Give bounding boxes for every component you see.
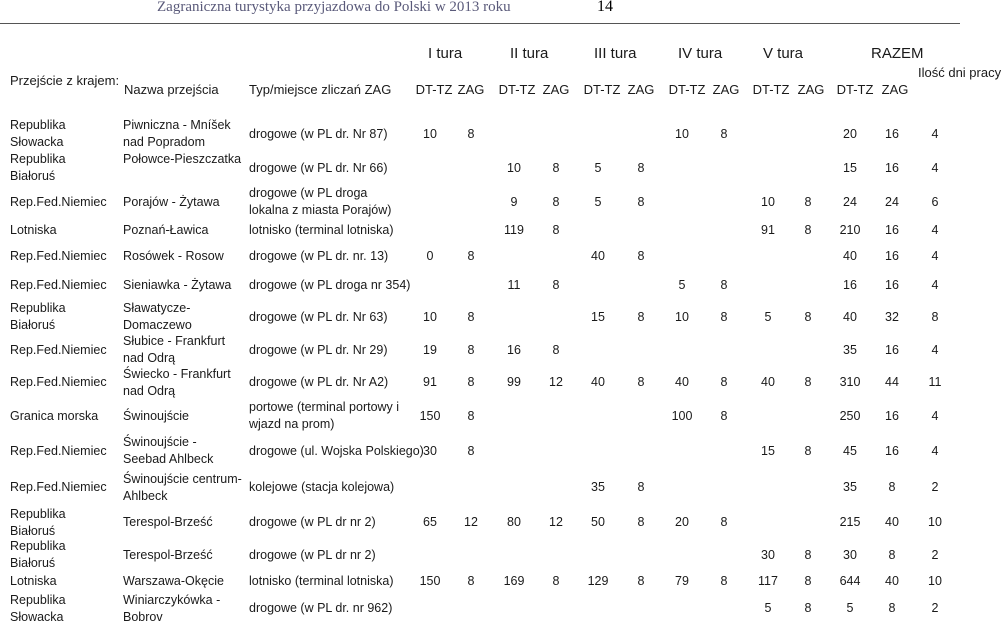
count-type-cell: drogowe (ul. Wojska Polskiego) xyxy=(249,443,424,458)
value-cell: 8 xyxy=(467,408,475,423)
value-cell: 9 xyxy=(510,194,518,209)
crossing-name-cell: Piwniczna - Mníšek nad Popradom xyxy=(123,118,231,149)
country-cell: Republika Białoruś xyxy=(10,301,66,332)
total-header: RAZEM xyxy=(871,45,924,62)
country-column-header: Przejście z krajem: xyxy=(10,73,120,88)
country-cell: Lotniska xyxy=(10,574,57,588)
crossing-name-cell: Świnoujście xyxy=(123,408,190,423)
value-cell: 8 xyxy=(467,126,475,141)
value-cell: 40 xyxy=(761,375,775,389)
working-days-cell: 4 xyxy=(931,277,939,292)
total-cell: 45 xyxy=(843,443,857,458)
count-type-cell: drogowe (w PL dr. Nr 87) xyxy=(249,126,388,141)
working-days-cell: 4 xyxy=(931,342,939,357)
total-cell: 8 xyxy=(888,480,896,494)
count-type-cell: drogowe (w PL dr. nr 962) xyxy=(249,601,393,615)
value-cell: 150 xyxy=(419,408,441,423)
total-cell: 310 xyxy=(839,375,861,389)
subheader-zag: ZAG xyxy=(457,82,485,97)
value-cell: 80 xyxy=(507,515,521,529)
value-cell: 8 xyxy=(720,126,728,141)
working-days-cell: 4 xyxy=(931,248,939,263)
total-cell: 40 xyxy=(843,248,857,263)
total-cell: 15 xyxy=(843,160,857,175)
crossing-name-cell: Rosówek - Rosow xyxy=(123,248,224,263)
value-cell: 15 xyxy=(591,309,605,324)
value-cell: 40 xyxy=(591,375,605,389)
subheader-dt-tz: DT-TZ xyxy=(752,82,790,97)
subheader-dt-tz: DT-TZ xyxy=(498,82,536,97)
value-cell: 169 xyxy=(503,574,525,588)
count-type-cell: kolejowe (stacja kolejowa) xyxy=(249,480,395,494)
crossing-name-cell: Winiarczykówka - Bobrov xyxy=(123,592,221,624)
value-cell: 8 xyxy=(552,222,560,237)
value-cell: 8 xyxy=(637,248,645,263)
working-days-cell: 4 xyxy=(931,222,939,237)
value-cell: 8 xyxy=(720,408,728,423)
total-cell: 24 xyxy=(843,194,857,209)
subheader-zag: ZAG xyxy=(797,82,825,97)
total-cell: 8 xyxy=(888,547,896,562)
total-cell: 40 xyxy=(843,309,857,324)
crossing-name-cell: Porajów - Żytawa xyxy=(123,194,220,209)
working-days-cell: 4 xyxy=(931,408,939,423)
value-cell: 119 xyxy=(504,222,524,237)
working-days-cell: 2 xyxy=(931,480,939,494)
value-cell: 5 xyxy=(764,601,772,615)
total-cell: 16 xyxy=(885,222,899,237)
country-cell: Republika Białoruś xyxy=(10,506,66,538)
subheader-dt-tz: DT-TZ xyxy=(836,82,874,97)
value-cell: 79 xyxy=(675,574,689,588)
country-cell: Rep.Fed.Niemiec xyxy=(10,375,107,389)
working-days-cell: 11 xyxy=(928,375,942,389)
value-cell: 10 xyxy=(423,126,437,141)
value-cell: 150 xyxy=(419,574,441,588)
total-cell: 250 xyxy=(839,408,861,423)
total-cell: 16 xyxy=(843,277,857,292)
total-cell: 16 xyxy=(885,126,899,141)
country-cell: Republika Słowacka xyxy=(10,118,66,149)
value-cell: 8 xyxy=(804,601,812,615)
subheader-dt-tz: DT-TZ xyxy=(583,82,621,97)
value-cell: 8 xyxy=(804,375,812,389)
value-cell: 35 xyxy=(591,480,605,494)
count-type-cell: drogowe (w PL dr nr 2) xyxy=(249,515,376,529)
value-cell: 8 xyxy=(804,443,812,458)
count-type-cell: drogowe (w PL dr. nr. 13) xyxy=(249,248,389,263)
value-cell: 8 xyxy=(804,309,812,324)
value-cell: 91 xyxy=(423,375,437,389)
value-cell: 10 xyxy=(761,194,775,209)
total-cell: 16 xyxy=(885,160,899,175)
crossing-name-cell: Świecko - Frankfurt nad Odrą xyxy=(123,366,231,398)
country-cell: Rep.Fed.Niemiec xyxy=(10,480,107,494)
value-cell: 40 xyxy=(591,248,605,263)
total-cell: 44 xyxy=(885,375,899,389)
total-cell: 5 xyxy=(846,601,854,615)
value-cell: 0 xyxy=(426,248,434,263)
country-cell: Rep.Fed.Niemiec xyxy=(10,248,107,263)
subheader-zag: ZAG xyxy=(542,82,570,97)
working-days-cell: 10 xyxy=(928,515,942,529)
country-cell: Republika Białoruś xyxy=(10,152,66,183)
working-days-cell: 2 xyxy=(931,547,939,562)
page-number: 14 xyxy=(597,0,613,15)
subheader-zag: ZAG xyxy=(712,82,740,97)
tour-5-header: V tura xyxy=(763,45,804,62)
subheader-zag: ZAG xyxy=(881,82,909,97)
value-cell: 8 xyxy=(720,574,728,588)
count-type-cell: portowe (terminal portowy i wjazd na prom) xyxy=(249,400,400,431)
working-days-column-header: Ilość dni pracy xyxy=(918,65,1001,80)
total-cell: 20 xyxy=(843,126,857,141)
crossing-name-cell: Słubice - Frankfurt nad Odrą xyxy=(123,334,226,365)
value-cell: 8 xyxy=(637,194,645,209)
value-cell: 8 xyxy=(467,375,475,389)
value-cell: 12 xyxy=(464,515,478,529)
tour-3-header: III tura xyxy=(594,45,637,62)
country-cell: Republika Słowacka xyxy=(10,592,66,624)
crossing-name-cell: Sławatycze-Domaczewo xyxy=(123,301,192,332)
value-cell: 117 xyxy=(758,574,778,588)
value-cell: 8 xyxy=(467,248,475,263)
total-cell: 32 xyxy=(885,309,899,324)
working-days-cell: 2 xyxy=(931,601,939,615)
working-days-cell: 4 xyxy=(931,443,939,458)
value-cell: 12 xyxy=(549,515,563,529)
value-cell: 5 xyxy=(678,277,686,292)
value-cell: 50 xyxy=(591,515,605,529)
value-cell: 8 xyxy=(637,480,645,494)
count-type-column-header: Typ/miejsce zliczań ZAG xyxy=(249,82,392,97)
value-cell: 30 xyxy=(423,443,437,458)
value-cell: 65 xyxy=(423,515,437,529)
tour-2-header: II tura xyxy=(510,45,549,62)
country-cell: Rep.Fed.Niemiec xyxy=(10,342,107,357)
value-cell: 40 xyxy=(675,375,689,389)
value-cell: 10 xyxy=(675,126,689,141)
value-cell: 8 xyxy=(720,375,728,389)
tour-1-header: I tura xyxy=(428,45,463,62)
total-cell: 35 xyxy=(843,480,857,494)
crossing-name-cell: Świnoujście centrum-Ahlbeck xyxy=(123,471,242,503)
count-type-cell: drogowe (w PL dr. Nr A2) xyxy=(249,375,389,389)
value-cell: 10 xyxy=(675,309,689,324)
total-cell: 30 xyxy=(843,547,857,562)
working-days-cell: 4 xyxy=(931,126,939,141)
value-cell: 20 xyxy=(675,515,689,529)
country-cell: Granica morska xyxy=(10,408,99,423)
total-cell: 215 xyxy=(839,515,861,529)
total-cell: 8 xyxy=(888,601,896,615)
total-cell: 35 xyxy=(843,342,857,357)
value-cell: 8 xyxy=(552,277,560,292)
count-type-cell: drogowe (w PL droga lokalna z miasta Porajów) xyxy=(249,186,392,217)
crossing-name-cell: Terespol-Brześć xyxy=(123,547,213,562)
value-cell: 16 xyxy=(507,342,521,357)
subheader-dt-tz: DT-TZ xyxy=(415,82,453,97)
total-cell: 24 xyxy=(885,194,899,209)
count-type-cell: drogowe (w PL dr. Nr 63) xyxy=(249,309,388,324)
value-cell: 12 xyxy=(549,375,563,389)
count-type-cell: drogowe (w PL dr. Nr 29) xyxy=(249,342,388,357)
working-days-cell: 8 xyxy=(931,309,939,324)
value-cell: 15 xyxy=(761,443,775,458)
count-type-cell: lotnisko (terminal lotniska) xyxy=(249,222,394,237)
value-cell: 8 xyxy=(552,160,560,175)
value-cell: 10 xyxy=(507,160,521,175)
value-cell: 91 xyxy=(761,222,775,237)
crossing-name-cell: Terespol-Brześć xyxy=(123,515,213,529)
value-cell: 8 xyxy=(637,375,645,389)
value-cell: 19 xyxy=(423,342,437,357)
value-cell: 8 xyxy=(804,222,812,237)
value-cell: 8 xyxy=(552,574,560,588)
value-cell: 8 xyxy=(637,160,645,175)
value-cell: 5 xyxy=(594,194,602,209)
subheader-dt-tz: DT-TZ xyxy=(668,82,706,97)
value-cell: 8 xyxy=(720,515,728,529)
working-days-cell: 6 xyxy=(931,194,939,209)
value-cell: 99 xyxy=(507,375,521,389)
crossing-name-cell: Świnoujście - Seebad Ahlbeck xyxy=(123,435,214,466)
working-days-cell: 10 xyxy=(928,574,942,588)
value-cell: 8 xyxy=(637,515,645,529)
value-cell: 100 xyxy=(671,408,693,423)
count-type-cell: drogowe (w PL dr. Nr 66) xyxy=(249,160,388,175)
value-cell: 11 xyxy=(507,277,521,292)
tour-4-header: IV tura xyxy=(678,45,723,62)
value-cell: 8 xyxy=(804,574,812,588)
total-cell: 210 xyxy=(839,222,861,237)
country-cell: Rep.Fed.Niemiec xyxy=(10,277,107,292)
total-cell: 40 xyxy=(885,574,899,588)
value-cell: 8 xyxy=(552,194,560,209)
crossing-name-cell: Połowce-Pieszczatka xyxy=(123,152,242,166)
value-cell: 5 xyxy=(764,309,772,324)
value-cell: 8 xyxy=(637,574,645,588)
value-cell: 8 xyxy=(467,309,475,324)
subheader-zag: ZAG xyxy=(627,82,655,97)
value-cell: 8 xyxy=(467,574,475,588)
value-cell: 8 xyxy=(804,547,812,562)
total-cell: 16 xyxy=(885,342,899,357)
value-cell: 8 xyxy=(720,309,728,324)
value-cell: 10 xyxy=(423,309,437,324)
total-cell: 16 xyxy=(885,277,899,292)
working-days-cell: 4 xyxy=(931,160,939,175)
value-cell: 8 xyxy=(467,443,475,458)
value-cell: 8 xyxy=(637,309,645,324)
total-cell: 16 xyxy=(885,443,899,458)
crossing-name-cell: Poznań-Ławica xyxy=(123,222,209,237)
crossing-name-cell: Sieniawka - Żytawa xyxy=(123,277,232,292)
total-cell: 16 xyxy=(885,408,899,423)
country-cell: Republika Białoruś xyxy=(10,539,66,570)
country-cell: Rep.Fed.Niemiec xyxy=(10,194,107,209)
value-cell: 5 xyxy=(594,160,602,175)
count-type-cell: drogowe (w PL droga nr 354) xyxy=(249,277,411,292)
count-type-cell: lotnisko (terminal lotniska) xyxy=(249,574,394,588)
value-cell: 8 xyxy=(804,194,812,209)
crossing-name-column-header: Nazwa przejścia xyxy=(124,82,219,97)
total-cell: 40 xyxy=(885,515,899,529)
value-cell: 8 xyxy=(467,342,475,357)
value-cell: 129 xyxy=(587,574,609,588)
total-cell: 644 xyxy=(839,574,861,588)
country-cell: Rep.Fed.Niemiec xyxy=(10,443,107,458)
value-cell: 30 xyxy=(761,547,775,562)
crossing-name-cell: Warszawa-Okęcie xyxy=(123,574,224,588)
value-cell: 8 xyxy=(552,342,560,357)
count-type-cell: drogowe (w PL dr nr 2) xyxy=(249,547,376,562)
total-cell: 16 xyxy=(885,248,899,263)
country-cell: Lotniska xyxy=(10,222,57,237)
document-title: Zagraniczna turystyka przyjazdowa do Polski w 2013 roku xyxy=(157,0,511,15)
value-cell: 8 xyxy=(720,277,728,292)
